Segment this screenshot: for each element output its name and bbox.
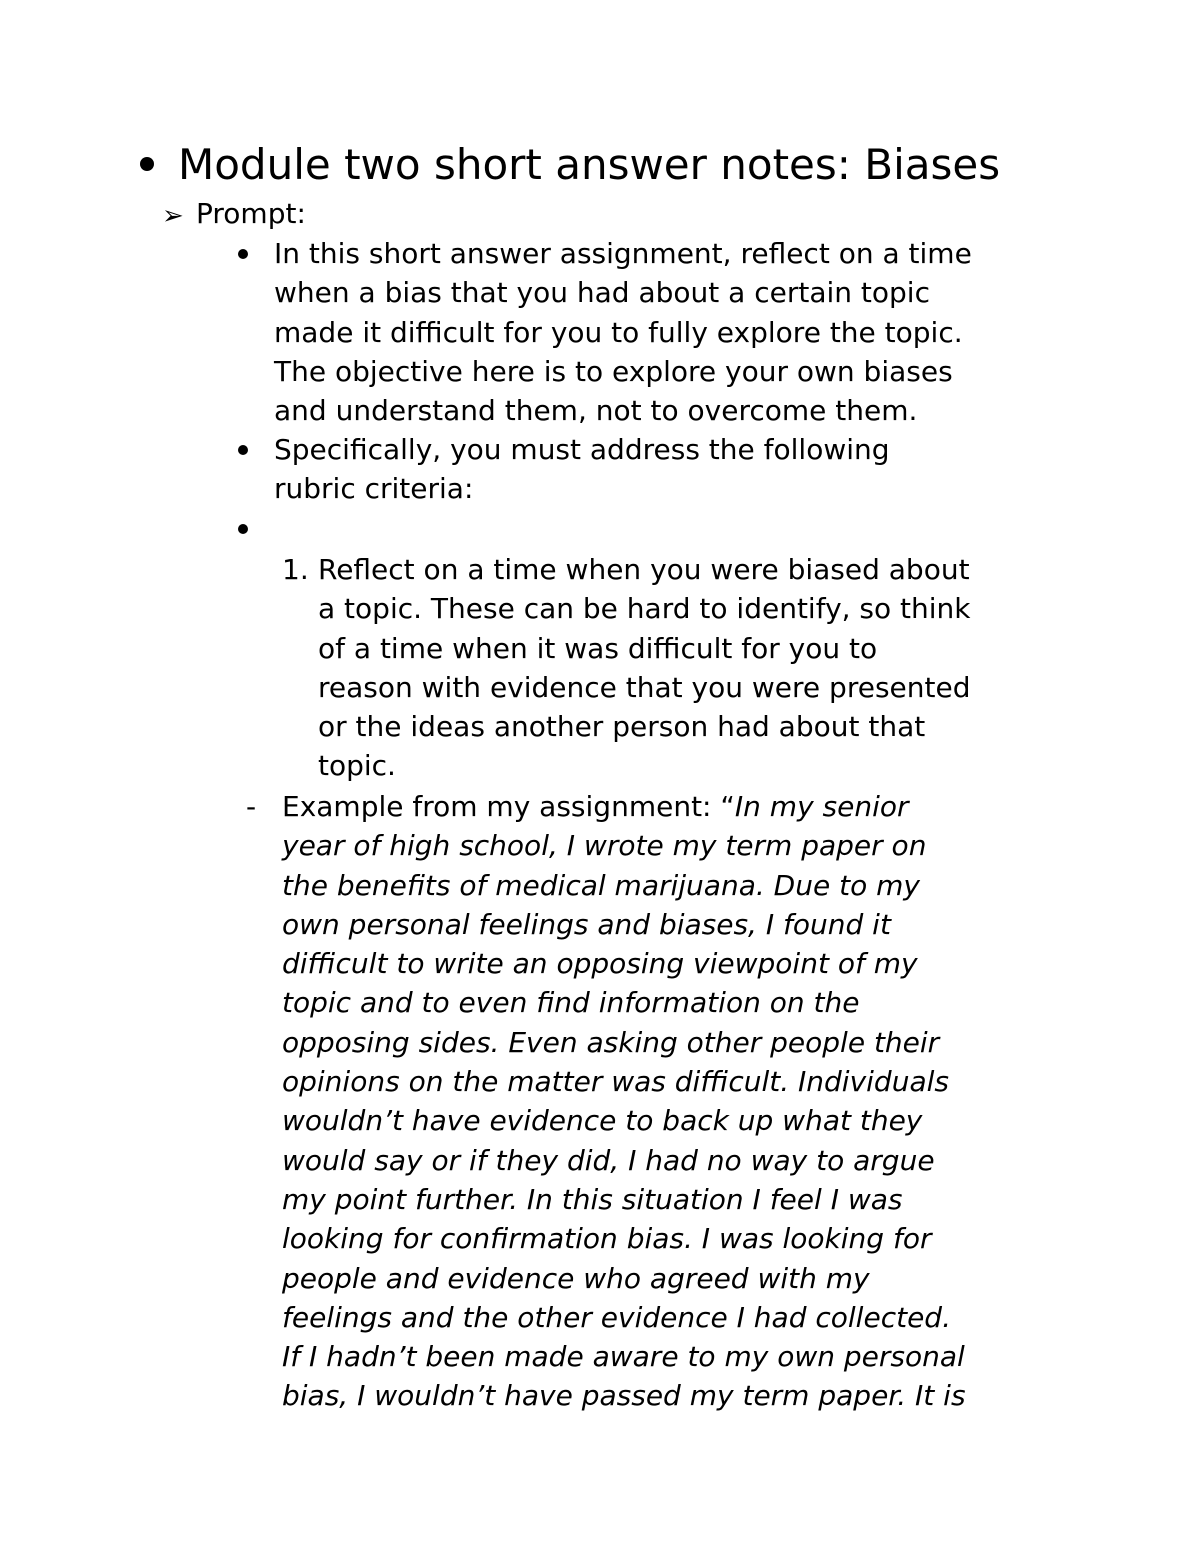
bullet-icon: [238, 249, 248, 259]
example-line: own personal feelings and biases, I found it: [282, 907, 891, 941]
empty-bullet-icon: [238, 524, 248, 534]
specifically-paragraph: [274, 430, 890, 509]
specifically-line: Specifically, you must address the following: [274, 433, 890, 466]
criterion-line: of a time when it was difficult for you to: [318, 631, 878, 665]
prompt-line: The objective here is to explore your own biases: [274, 354, 953, 388]
example-line: opinions on the matter was difficult. Individuals: [282, 1065, 949, 1099]
example-paragraph: [282, 787, 966, 1416]
example-line: bias, I wouldn’t have passed my term paper. It is: [282, 1379, 966, 1413]
example-label: Example from my assignment: “: [282, 790, 735, 823]
prompt-line: made it difficult for you to fully explore the topic.: [274, 315, 963, 349]
example-line: looking for confirmation bias. I was looking for: [282, 1222, 932, 1256]
example-line: wouldn’t have evidence to back up what they: [282, 1104, 923, 1138]
prompt-paragraph: [274, 234, 972, 430]
example-line: people and evidence who agreed with my: [282, 1261, 870, 1295]
specifically-line: rubric criteria:: [274, 472, 474, 506]
criterion-line: or the ideas another person had about that: [318, 710, 926, 744]
prompt-label: Prompt:: [196, 197, 306, 230]
example-line: would say or if they did, I had no way to argue: [282, 1143, 935, 1177]
example-line: topic and to even find information on the: [282, 986, 860, 1020]
document-title: Module two short answer notes: Biases: [178, 140, 1001, 189]
example-line: difficult to write an opposing viewpoint of my: [282, 947, 918, 981]
criterion-line: Reflect on a time when you were biased about: [318, 553, 970, 586]
title-bullet-icon: [140, 157, 154, 171]
criterion-number: 1.: [282, 553, 309, 586]
prompt-line: and understand them, not to overcome them.: [274, 394, 918, 428]
criterion-paragraph: [318, 550, 971, 786]
arrow-bullet-icon: ➢: [162, 201, 184, 231]
example-line: year of high school, I wrote my term paper on: [282, 829, 927, 863]
criterion-line: a topic. These can be hard to identify, so think: [318, 592, 971, 626]
prompt-line: when a bias that you had about a certain topic: [274, 276, 930, 310]
example-line: If I hadn’t been made aware to my own personal: [282, 1340, 965, 1374]
example-first-line: [282, 787, 966, 826]
example-quote-start: In my senior: [734, 790, 909, 823]
example-line: feelings and the other evidence I had collected.: [282, 1300, 951, 1334]
bullet-icon: [238, 445, 248, 455]
example-line: my point further. In this situation I feel I was: [282, 1182, 903, 1216]
criterion-line: topic.: [318, 749, 396, 783]
example-line: the benefits of medical marijuana. Due to my: [282, 868, 920, 902]
prompt-line: In this short answer assignment, reflect on a time: [274, 237, 972, 270]
example-dash: -: [246, 790, 257, 823]
example-line: opposing sides. Even asking other people their: [282, 1025, 940, 1059]
criterion-line: reason with evidence that you were presented: [318, 670, 971, 704]
